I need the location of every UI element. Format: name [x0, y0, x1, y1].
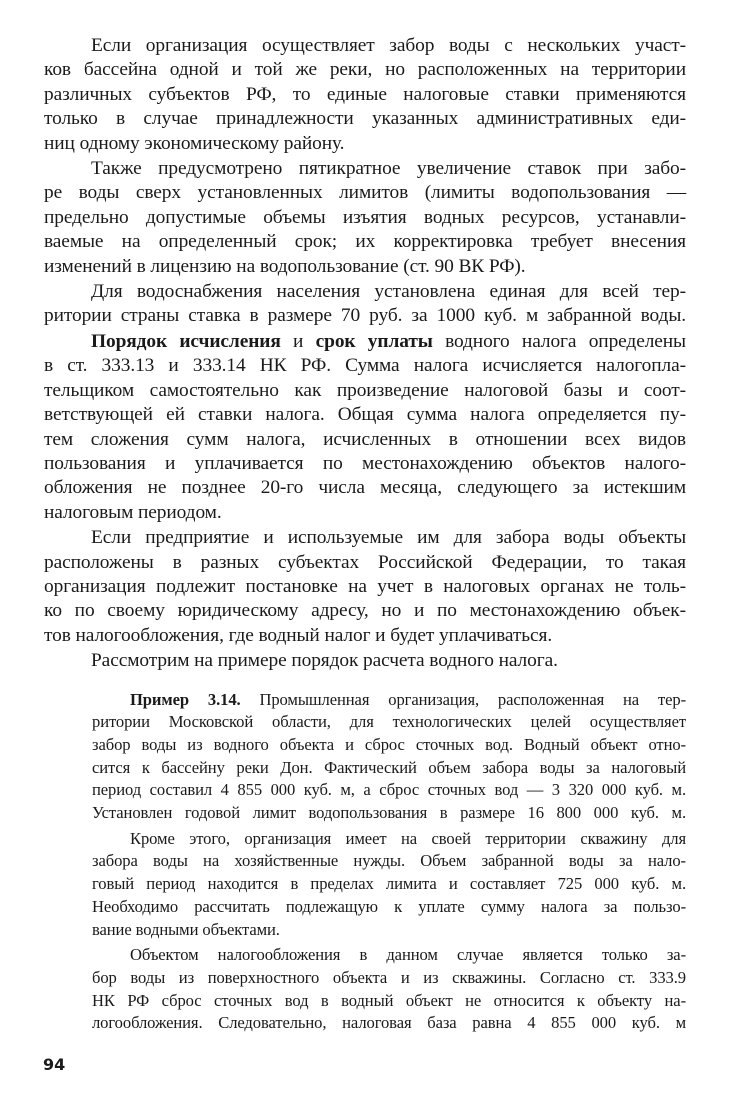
text-line: предельно допустимые объемы изъятия водных ресурсов, устанавли- — [44, 206, 686, 228]
page-number: 94 — [43, 1055, 66, 1074]
text-line: налоговым периодом. — [44, 501, 222, 523]
text-line: ре воды сверх установленных лимитов (лимиты водопользования — — [44, 182, 686, 204]
text-line: Для водоснабжения населения установлена единая для всей тер- — [91, 281, 686, 303]
paragraph-4 — [44, 330, 686, 525]
text-line: Объектом налогообложения в данном случае является только за- — [130, 945, 686, 965]
main-text — [44, 34, 686, 674]
bold-term: Порядок исчисления — [91, 330, 281, 352]
text-line: Установлен годовой лимит водопользования в размере 16 800 000 куб. м. — [92, 803, 686, 823]
paragraph-2 — [44, 157, 686, 279]
text-fragment: водного налога определены — [432, 330, 686, 352]
text-line: ков бассейна одной и той же реки, но расположенных на территории — [44, 59, 686, 81]
text-line: ветствующей ей ставки налога. Общая сумма налога определяется пу- — [44, 404, 686, 426]
example-paragraph-2 — [92, 828, 686, 942]
text-line: забор воды из водного объекта и сброс сточных вод. Водный объект отно- — [92, 734, 686, 754]
text-line — [44, 330, 686, 354]
text-line: ритории Московской области, для технологических целей осуществляет — [92, 712, 686, 732]
example-block — [92, 689, 686, 1036]
text-line: говый период находится в пределах лимита и составляет 725 000 куб. м. — [92, 874, 686, 894]
bold-term: срок уплаты — [315, 330, 433, 352]
text-line: организация подлежит постановке на учет в налоговых органах не толь- — [44, 575, 686, 597]
text-line: вание водными объектами. — [92, 919, 280, 939]
text-line: Необходимо рассчитать подлежащую к уплате сумму налога за пользо- — [92, 896, 686, 916]
text-line: тельщиком самостоятельно как произведение налоговой базы и соот- — [44, 379, 686, 401]
example-label: Пример 3.14. — [130, 689, 241, 709]
text-line: Кроме этого, организация имеет на своей территории скважину для — [130, 828, 686, 848]
text-line — [92, 689, 686, 712]
text-line: только в случае принадлежности указанных административных еди- — [44, 108, 686, 130]
example-paragraph-3 — [92, 944, 686, 1035]
paragraph-3 — [44, 280, 686, 329]
text-line: изменений в лицензию на водопользование (ст. 90 ВК РФ). — [44, 255, 526, 277]
text-line: период составил 4 855 000 куб. м, а сброс сточных вод — 3 320 000 куб. м. — [92, 780, 686, 800]
text-line: бор воды из поверхностного объекта и из скважины. Согласно ст. 333.9 — [92, 968, 686, 987]
example-paragraph-1 — [92, 689, 686, 825]
text-line: тов налогообложения, где водный налог и будет уплачиваться. — [44, 624, 553, 646]
text-line: пользования и уплачивается по местонахождению объектов налого- — [44, 452, 686, 474]
paragraph-5 — [44, 526, 686, 648]
text-line: в ст. 333.13 и 333.14 НК РФ. Сумма налога исчисляется налогопла- — [44, 355, 686, 377]
text-line: различных субъектов РФ, то единые налоговые ставки применяются — [44, 83, 686, 105]
text-line: Рассмотрим на примере порядок расчета водного налога. — [91, 650, 558, 672]
text-line: расположены в разных субъектах Российской Федерации, то такая — [44, 551, 686, 573]
text-fragment: Промышленная организация, расположенная на тер- — [240, 689, 686, 709]
page-content — [44, 34, 686, 1038]
paragraph-6 — [44, 649, 686, 673]
text-line: ниц одному экономическому району. — [44, 132, 345, 154]
paragraph-1 — [44, 34, 686, 156]
text-line: ритории страны ставка в размере 70 руб. за 1000 куб. м забранной воды. — [44, 305, 686, 327]
text-line: Если предприятие и используемые им для забора воды объекты — [91, 527, 686, 549]
text-line: обложения не позднее 20-го числа месяца, следующего за истекшим — [44, 477, 686, 499]
text-line: Если организация осуществляет забор воды с нескольких участ- — [91, 35, 686, 56]
text-line: тем сложения сумм налога, исчисленных в отношении всех видов — [44, 428, 686, 450]
text-line: Также предусмотрено пятикратное увеличение ставок при забо- — [91, 158, 686, 180]
text-line: логообложения. Следовательно, налоговая база равна 4 855 000 куб. м — [92, 1013, 686, 1033]
text-line: сится к бассейну реки Дон. Фактический объем забора воды за налоговый — [92, 757, 686, 777]
text-line: ко по своему юридическому адресу, но и по местонахождению объек- — [44, 600, 686, 622]
text-line: НК РФ сброс сточных вод в водный объект не относится к объекту на- — [92, 990, 686, 1010]
text-fragment: и — [280, 330, 316, 352]
text-line: ваемые на определенный срок; их корректировка требует внесения — [44, 231, 686, 253]
text-line: забора воды на хозяйственные нужды. Объем забранной воды за нало- — [92, 851, 686, 871]
